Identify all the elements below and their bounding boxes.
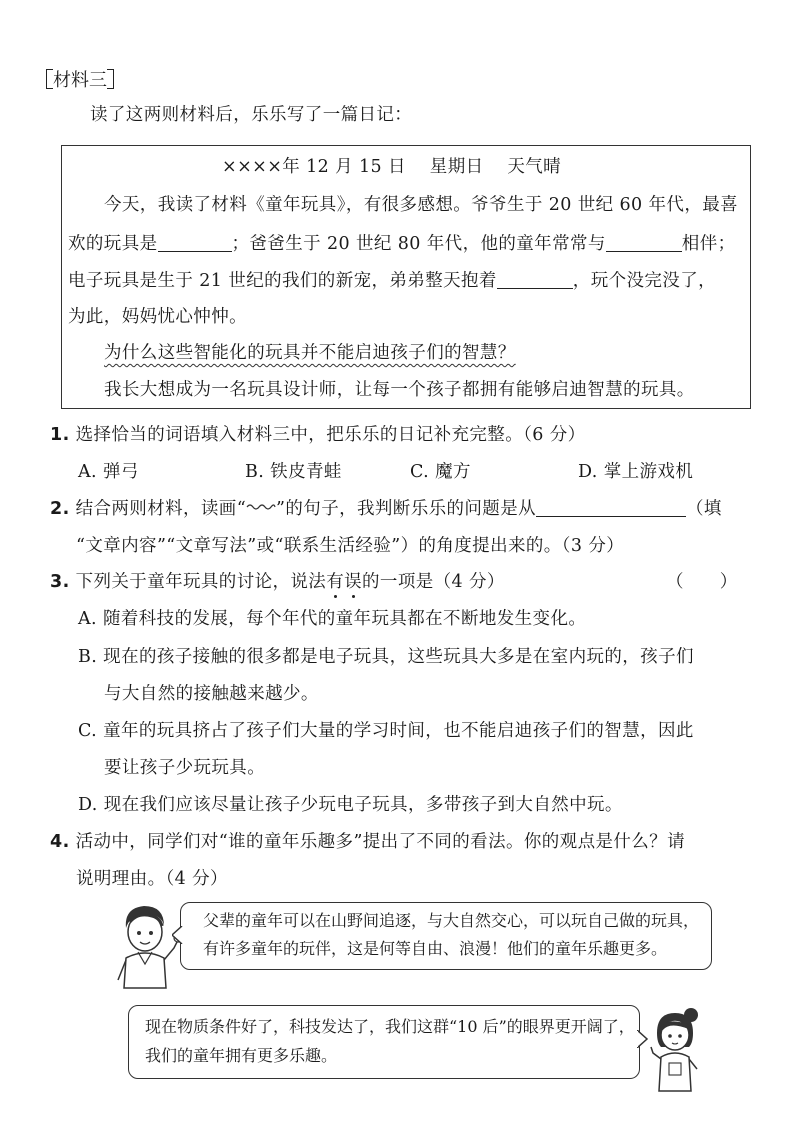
bracket-right bbox=[107, 69, 114, 89]
question-2-text: 结合两则材料，读画“ bbox=[75, 499, 247, 519]
intro-text: 读了这两则材料后，乐乐写了一篇日记： bbox=[90, 105, 413, 125]
q3-option-b-cont: 与大自然的接触越来越少。 bbox=[104, 684, 319, 704]
question-2-text: ”的句子，我判断乐乐的问题是从 bbox=[276, 499, 536, 519]
question-2-text: （填 bbox=[686, 499, 722, 519]
question-1-text: 选择恰当的词语填入材料三中，把乐乐的日记补充完整。（6 分） bbox=[75, 425, 586, 445]
wavy-line-icon bbox=[246, 502, 276, 512]
fill-blank-3[interactable] bbox=[497, 270, 573, 289]
fill-blank-1[interactable] bbox=[158, 233, 232, 252]
question-1 bbox=[50, 423, 586, 447]
question-number: 3. bbox=[50, 572, 70, 592]
emphasis-char: 有 bbox=[326, 572, 345, 592]
bubble-2-line-2: 我们的童年拥有更多乐趣。 bbox=[145, 1046, 338, 1065]
bubble-1-line-2: 有许多童年的玩伴，这是何等自由、浪漫！他们的童年乐趣更多。 bbox=[203, 939, 668, 958]
fill-blank-2[interactable] bbox=[606, 233, 682, 252]
q3-option-d[interactable]: D. 现在我们应该尽量让孩子少玩电子玩具，多带孩子到大自然中玩。 bbox=[78, 795, 623, 815]
question-3 bbox=[50, 570, 505, 594]
question-number: 1. bbox=[50, 425, 70, 445]
question-2 bbox=[50, 497, 722, 521]
girl-illustration bbox=[645, 1003, 707, 1093]
question-4 bbox=[50, 830, 685, 854]
question-number: 2. bbox=[50, 499, 70, 519]
q1-option-d[interactable]: D. 掌上游戏机 bbox=[578, 462, 694, 482]
diary-text-segment: 相伴； bbox=[681, 234, 736, 254]
q1-option-c[interactable]: C. 魔方 bbox=[410, 462, 471, 482]
bubble-1-line-1: 父辈的童年可以在山野间追逐，与大自然交心，可以玩自己做的玩具， bbox=[203, 911, 700, 930]
question-4-line-2: 说明理由。（4 分） bbox=[76, 869, 228, 889]
q2-answer-blank[interactable] bbox=[536, 498, 686, 517]
q3-option-b[interactable]: B. 现在的孩子接触的很多都是电子玩具，这些玩具大多是在室内玩的，孩子们 bbox=[78, 647, 694, 667]
speech-bubble-father-generation bbox=[180, 902, 712, 970]
material-label-text: 材料三 bbox=[53, 70, 107, 91]
bubble-2-line-1: 现在物质条件好了，科技发达了，我们这群“10 后”的眼界更开阔了， bbox=[145, 1017, 635, 1036]
boy-illustration bbox=[108, 900, 186, 990]
diary-text-segment: ，玩个没完没了， bbox=[572, 271, 716, 291]
diary-text-segment: 电子玩具是生于 21 世纪的我们的新宠，弟弟整天抱着 bbox=[68, 271, 497, 291]
bracket-left bbox=[46, 69, 53, 89]
diary-text-segment: 欢的玩具是 bbox=[68, 234, 158, 254]
question-3-text: 的一项是（4 分） bbox=[362, 572, 505, 592]
diary-paragraph-line-4: 为此，妈妈忧心忡忡。 bbox=[68, 307, 247, 327]
question-3-text: 下列关于童年玩具的讨论，说法 bbox=[75, 572, 327, 592]
question-2-line-2: “文章内容”“文章写法”或“联系生活经验”）的角度提出来的。（3 分） bbox=[76, 536, 625, 556]
diary-last-line: 我长大想成为一名玩具设计师，让每一个孩子都拥有能够启迪智慧的玩具。 bbox=[104, 380, 695, 400]
speech-bubble-10s-generation bbox=[128, 1005, 640, 1079]
bubble-1-tail bbox=[172, 926, 184, 944]
diary-paragraph-line-1: 今天，我读了材料《童年玩具》，有很多感想。爷爷生于 20 世纪 60 年代，最喜 bbox=[104, 195, 739, 215]
q3-option-c-cont: 要让孩子少玩玩具。 bbox=[104, 758, 266, 778]
emphasis-char: 误 bbox=[344, 572, 363, 592]
question-number: 4. bbox=[50, 832, 70, 852]
q1-option-b[interactable]: B. 铁皮青蛙 bbox=[245, 462, 342, 482]
q3-option-c[interactable]: C. 童年的玩具挤占了孩子们大量的学习时间，也不能启迪孩子们的智慧，因此 bbox=[78, 721, 694, 741]
q3-option-a[interactable]: A. 随着科技的发展，每个年代的童年玩具都在不断地发生变化。 bbox=[78, 609, 587, 629]
material-label bbox=[46, 66, 114, 92]
q3-answer-parentheses[interactable]: （ ） bbox=[666, 572, 738, 592]
question-4-text: 活动中，同学们对“谁的童年乐趣多”提出了不同的看法。你的观点是什么？请 bbox=[75, 832, 685, 852]
diary-paragraph-line-2 bbox=[68, 232, 736, 256]
diary-text-segment: ；爸爸生于 20 世纪 80 年代，他的童年常常与 bbox=[231, 234, 606, 254]
diary-date-line: ××××年 12 月 15 日 星期日 天气晴 bbox=[222, 157, 562, 177]
diary-paragraph-line-3 bbox=[68, 269, 716, 293]
q1-option-a[interactable]: A. 弹弓 bbox=[78, 462, 139, 482]
wavy-underlined-sentence: 为什么这些智能化的玩具并不能启迪孩子们的智慧？ bbox=[104, 343, 516, 363]
